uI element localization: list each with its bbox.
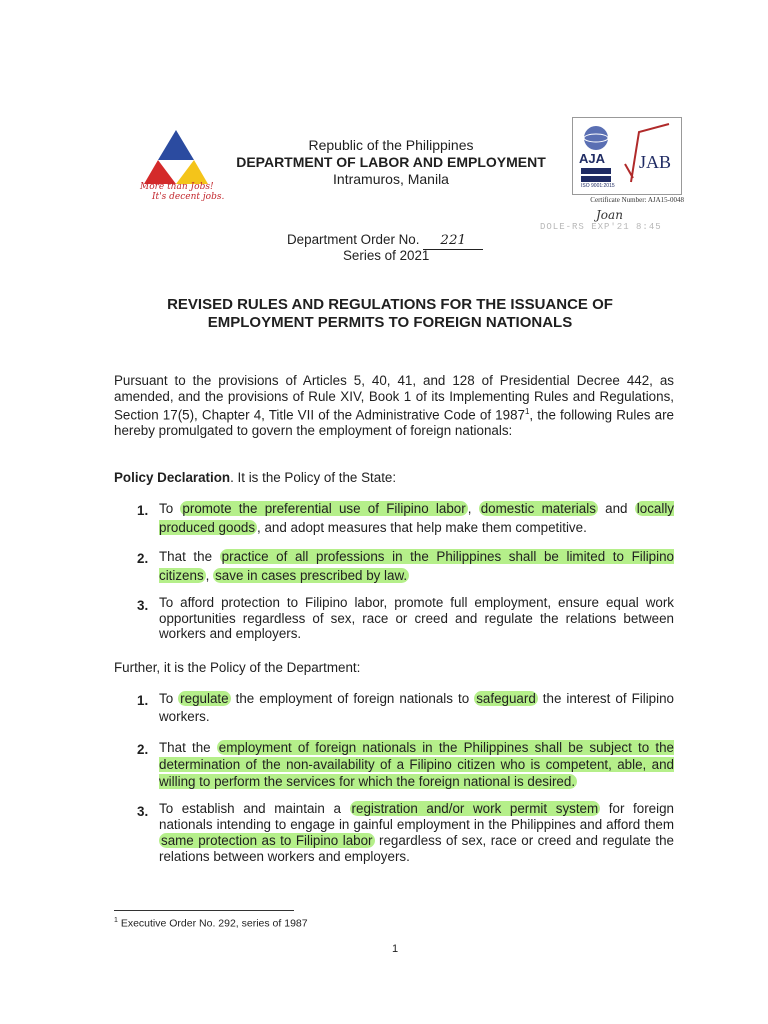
highlight: regulate — [180, 691, 229, 706]
text: and — [597, 501, 635, 516]
highlight: registration and/or work permit system — [351, 801, 599, 816]
state-item-3: To afford protection to Filipino labor, promote full employment, ensure equal work opportunities regardless of sex, race or creed and regulate the relations between workers and employers. — [159, 595, 674, 641]
text: That the — [159, 740, 217, 755]
department-policy-intro: Further, it is the Policy of the Department: — [114, 660, 361, 675]
dept-item-1-number: 1. — [137, 693, 149, 708]
text: To — [159, 501, 181, 516]
dept-item-3-number: 3. — [137, 804, 149, 819]
policy-intro: . It is the Policy of the State: — [230, 470, 397, 485]
highlight: save in cases prescribed by law. — [215, 568, 408, 583]
highlight: domestic materials — [480, 501, 596, 516]
text: That the — [159, 549, 220, 564]
highlight: employment of foreign nationals in the Philippines shall be subject to the determination of the non-availability of a Filipino citizen who is competent, able, and willing to perform the services for which the foreign national is desired. — [159, 740, 674, 789]
receiver-signature: Joan — [596, 208, 623, 222]
order-series: Series of 2021 — [343, 248, 430, 263]
order-label: Department Order No. — [287, 232, 420, 247]
received-stamp: DOLE-RS EXP'21 8:45 — [540, 222, 662, 232]
state-item-1 — [159, 499, 674, 537]
footnote — [114, 917, 308, 930]
text: , — [205, 568, 214, 583]
preamble-text: Pursuant to the provisions of Articles 5, 40, 41, and 128 of Presidential Decree 442, as amended, and the provisions of Rule XIV, Book 1 of its Implementing Rules and Regulations, Section 17(5), Chapter 4, Title VII of the Administrative Code of 1987 — [114, 373, 674, 423]
certificate-number: Certificate Number: AJA15-0048 — [590, 196, 684, 204]
footnote-marker: 1 — [114, 917, 118, 924]
jab-mark: JAB — [639, 152, 672, 172]
certification-badge — [572, 117, 682, 195]
title-line-2: EMPLOYMENT PERMITS TO FOREIGN NATIONALS — [207, 314, 573, 331]
logo-tagline-line2: It's decent jobs. — [152, 192, 225, 202]
iso-mark: ISO 9001:2015 — [581, 183, 615, 189]
dept-item-1 — [159, 690, 674, 726]
state-item-3-number: 3. — [137, 598, 149, 613]
preamble-end: , the following Rules are hereby promulgated to govern the employment of foreign nationals: — [114, 407, 674, 438]
letterhead — [214, 137, 568, 188]
department-name: DEPARTMENT OF LABOR AND EMPLOYMENT — [236, 154, 546, 170]
footnote-ref: 1 — [524, 407, 530, 416]
policy-declaration — [114, 470, 396, 486]
country-name: Republic of the Philippines — [308, 137, 474, 153]
title-line-1: REVISED RULES AND REGULATIONS FOR THE ISSUANCE OF — [167, 296, 613, 313]
text: the interest of Filipino workers. — [159, 691, 674, 724]
highlight: promote the preferential use of Filipino labor — [182, 501, 466, 516]
order-number: 221 — [423, 233, 483, 250]
department-location: Intramuros, Manila — [333, 171, 449, 187]
document-title — [110, 296, 670, 332]
highlight: practice of all professions in the Philippines shall be limited to Filipino citizens — [159, 549, 674, 583]
text: , — [467, 501, 479, 516]
state-item-2 — [159, 547, 674, 585]
text: regardless of sex, race or creed and regulate the relations between workers and employers. — [159, 833, 674, 864]
aja-mark: AJA — [579, 151, 606, 166]
dept-item-2-number: 2. — [137, 742, 149, 757]
highlight: safeguard — [476, 691, 536, 706]
policy-heading: Policy Declaration — [114, 470, 231, 485]
state-item-2-number: 2. — [137, 551, 149, 566]
state-item-1-number: 1. — [137, 503, 149, 518]
highlight: locally produced goods — [159, 501, 674, 535]
footnote-divider — [114, 910, 294, 911]
footnote-text: Executive Order No. 292, series of 1987 — [117, 917, 308, 930]
text: To — [159, 691, 179, 706]
text: , and adopt measures that help make them competitive. — [257, 520, 587, 535]
text: To establish and maintain a — [159, 801, 350, 816]
text: for foreign nationals intending to engage in gainful employment in the Philippines and afford them — [159, 801, 675, 832]
page-number: 1 — [392, 943, 399, 955]
logo-tagline-line1: More than Jobs! — [140, 182, 214, 192]
dept-item-2 — [159, 739, 674, 790]
dept-item-3 — [159, 801, 674, 865]
highlight: same protection as to Filipino labor — [161, 833, 373, 848]
preamble — [114, 373, 674, 438]
text: the employment of foreign nationals to — [230, 691, 475, 706]
